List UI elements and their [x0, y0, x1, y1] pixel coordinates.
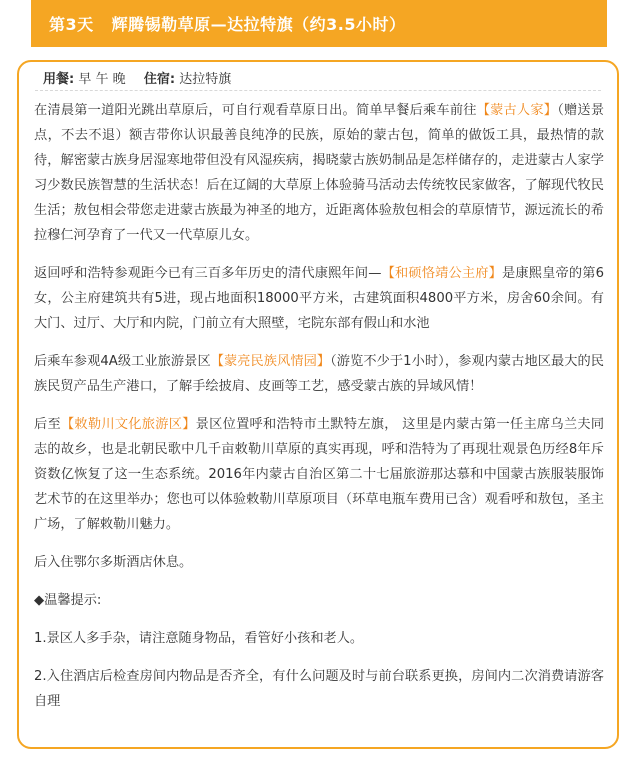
- day-number: 第3天: [49, 15, 94, 34]
- text: 后乘车参观4A级工业旅游景区: [34, 354, 211, 369]
- highlight-chilechuan: 【敕勒川文化旅游区】: [60, 417, 196, 432]
- paragraph-mongol-family: [34, 98, 604, 248]
- itinerary-content: [34, 98, 604, 727]
- text: 在清晨第一道阳光跳出草原后，可自行观看草原日出。简单早餐后乘车前往: [34, 103, 477, 118]
- paragraph-chilechuan: [34, 412, 604, 537]
- highlight-ethnic-park: 【蒙亮民族风情园】: [210, 354, 331, 369]
- text: 返回呼和浩特参观距今已有三百多年历史的清代康熙年间—: [34, 266, 382, 281]
- meals-value: 早 午 晚: [78, 72, 126, 87]
- lodging-value: 达拉特旗: [179, 72, 232, 87]
- meal-lodging-info: [43, 68, 231, 87]
- tip-2: 2.入住酒店后检查房间内物品是否齐全，有什么问题及时与前台联系更换，房间内二次消费请游客自理: [34, 669, 604, 709]
- day-title: 辉腾锡勒草原—达拉特旗（约3.5小时）: [111, 15, 406, 34]
- day-header: [31, 0, 607, 47]
- paragraph-princess-mansion: [34, 261, 604, 336]
- highlight-princess-mansion: 【和硕恪靖公主府】: [381, 266, 503, 281]
- paragraph-ethnic-park: [34, 349, 604, 399]
- text: （游览不少于1小时），参观内蒙古地区最大的民族民贸产品生产港口，了解手绘披肩、皮画等工艺，感受蒙古族的异域风情！: [34, 354, 604, 394]
- paragraph-hotel: 后入住鄂尔多斯酒店休息。: [34, 555, 193, 570]
- text: 后至: [34, 417, 61, 432]
- tip-1: 1.景区人多手杂，请注意随身物品，看管好小孩和老人。: [34, 631, 364, 646]
- lodging-label: 住宿:: [143, 72, 176, 87]
- text: 景区位置呼和浩特市土默特左旗， 这里是内蒙古第一任主席乌兰夫同志的故乡，也是北朝民歌中几千亩敕勒川草原的真实再现，呼和浩特为了再现壮观景色历经8年斥资数亿恢复了这一生态系统。2016年内蒙古自治区第二十七届旅游那达慕和中国蒙古族服装服饰艺术节的在这里举办；您也可以体验敕勒川草原项目（环草电瓶车费用已含）观看呼和敖包，圣主广场，了解敕勒川魅力。: [34, 417, 605, 532]
- text: 是康熙皇帝的第6女，公主府建筑共有5进，现占地面积18000平方米，古建筑面积4800平方米，房舍60余间。有大门、过厅、大厅和内院，门前立有大照壁，宅院东部有假山和水池: [34, 266, 605, 331]
- divider: [35, 90, 601, 91]
- tips-title: ◆温馨提示:: [34, 593, 102, 608]
- meals-label: 用餐:: [43, 72, 75, 87]
- highlight-mongol-family: 【蒙古人家】: [476, 103, 558, 118]
- text: （赠送景点，不去不退）额吉带你认识最善良纯净的民族，原始的蒙古包，简单的做饭工具，最热情的款待，解密蒙古族身居湿寒地带但没有风湿疾病，揭晓蒙古族奶制品是怎样储存的，走进蒙古人家学习少数民族智慧的生活状态！后在辽阔的大草原上体验骑马活动去传统牧民家做客，了解现代牧民生活；敖包相会带您走进蒙古族最为神圣的地方，近距离体验敖包相会的草原情节，源远流长的希拉穆仁河孕育了一代又一代草原儿女。: [34, 103, 605, 243]
